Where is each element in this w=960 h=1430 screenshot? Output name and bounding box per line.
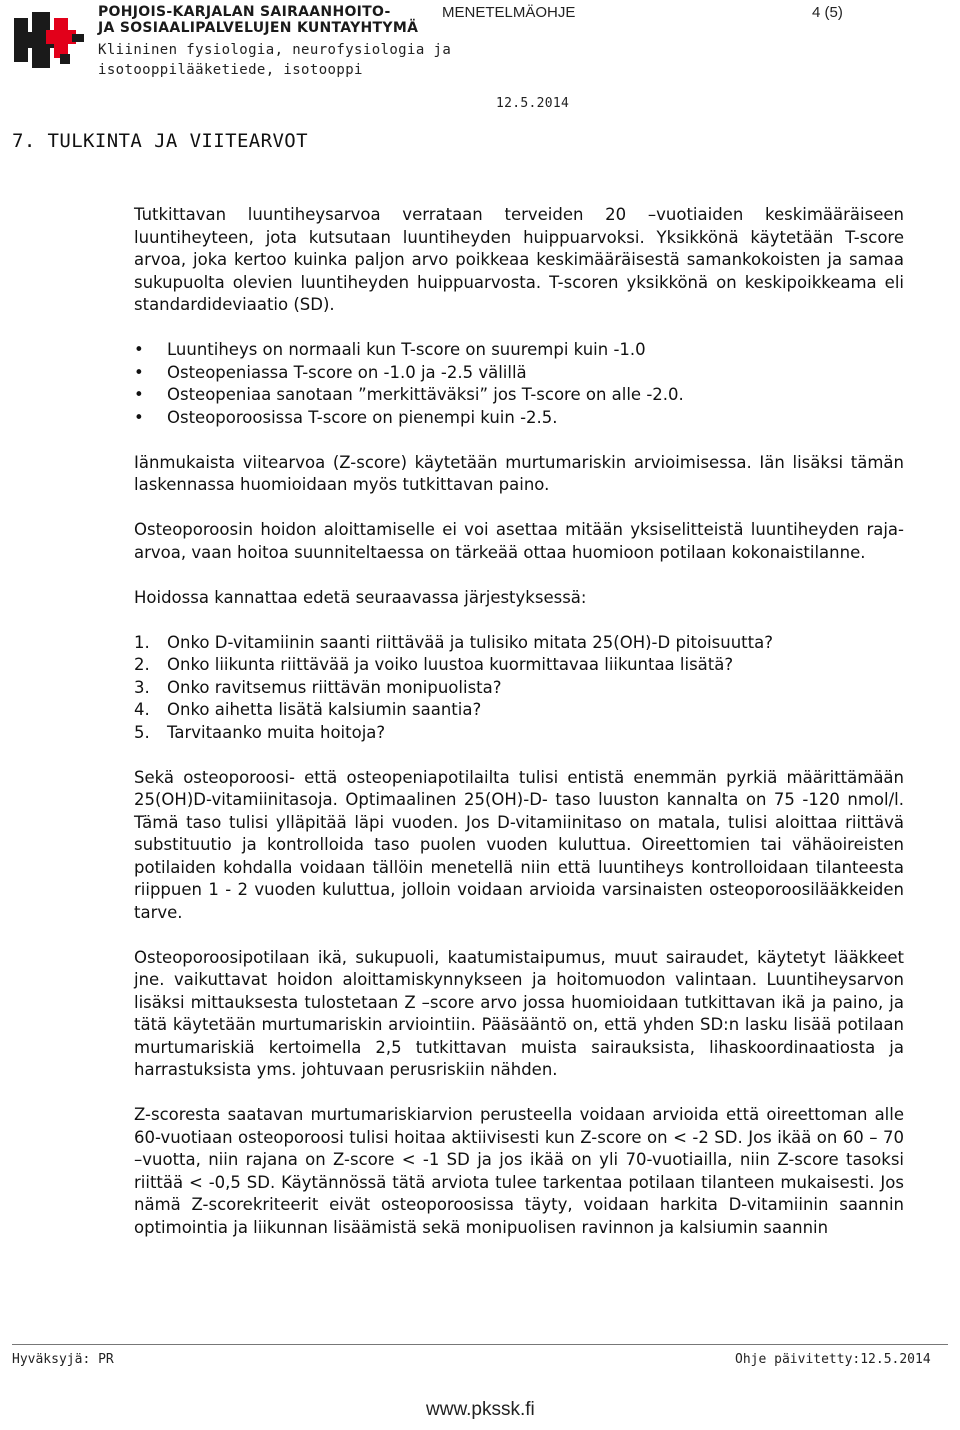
approved-by: Hyväksyjä: PR <box>12 1352 114 1367</box>
bullet-item: • Osteopeniassa T-score on -1.0 ja -2.5 välillä <box>134 362 904 385</box>
document-date: 12.5.2014 <box>496 96 570 111</box>
department-name <box>98 40 451 80</box>
step-number: 3. <box>134 677 150 697</box>
step-text: Onko aihetta lisätä kalsiumin saantia? <box>167 700 482 719</box>
organization-name-line1: POHJOIS-KARJALAN SAIRAANHOITO- <box>98 4 391 20</box>
step-number: 2. <box>134 655 150 674</box>
step-number: 1. <box>134 632 150 652</box>
step-item <box>134 722 904 745</box>
step-item <box>134 654 904 677</box>
step-number: 5. <box>134 722 150 742</box>
website-link[interactable]: www.pkssk.fi <box>426 1399 535 1420</box>
bullet-item: • Osteopeniaa sanotaan ”merkittäväksi” jos T-score on alle -2.0. <box>134 384 904 407</box>
bullet-item: • Osteoporoosissa T-score on pienempi kuin -2.5. <box>134 407 904 430</box>
section-heading: 7. TULKINTA JA VIITEARVOT <box>12 130 308 152</box>
department-line2: isotooppilääketiede, isotooppi <box>98 62 363 78</box>
step-text: Onko D-vitamiinin saanti riittävää ja tulisiko mitata 25(OH)-D pitoisuutta? <box>167 632 773 652</box>
risk-factors-paragraph: Osteoporoosipotilaan ikä, sukupuoli, kaatumistaipumus, muut sairaudet, käytetyt lääkkeet jne. vaikuttavat hoidon aloittamiskynnykseen ja hoitomuodon valintaan. Luuntiheysarvon lisäksi mittauksesta tulostetaan Z –score arvo jossa huomioidaan tutkittavan ikä ja paino, ja tätä käytetään murtumariskin arviointiin. Pääsääntö on, että yhden SD:n lasku lisää potilaan murtumariskiä kertoimella 2,5 tutkittavan muista sairauksista, lihaskoordinaatiosta ja harrastuksista yms. johtuvaan perusriskiin nähden. <box>134 947 904 1079</box>
vitamin-d-paragraph: Sekä osteoporoosi- että osteopeniapotilailta tulisi entistä enemmän pyrkiä määrittämään 25(OH)D-vitamiinitasoja. Optimaalinen 25(OH)-D- taso luuston kannalta on 75 -120 nmol/l. Tämä taso tulisi ylläpitää läpi vuoden. Jos D-vitamiinitaso on matala, tulisi aloittaa riittävä substituutio ja kontrolloida taso puolen vuoden kuluttua. Oireettomien tai vähäoireisten potilaiden kohdalla voidaan tällöin menetellä niin että luuntiheys kontrolloidaan tilanteesta riippuen 1 - 2 vuoden kuluttua, jolloin voidaan arvioida varsinaisten osteoporoosilääkkeiden tarve. <box>134 767 904 922</box>
updated-date: Ohje päivitetty:12.5.2014 <box>735 1352 931 1367</box>
zscore-paragraph: Iänmukaista viitearvoa (Z-score) käytetään murtumariskin arvioimisessa. Iän lisäksi tämän laskennassa huomioidaan myös tutkittavan paino. <box>134 452 904 494</box>
department-line1: Kliininen fysiologia, neurofysiologia ja <box>98 42 452 58</box>
step-text: Tarvitaanko muita hoitoja? <box>167 722 386 742</box>
organization-name-line2: JA SOSIAALIPALVELUJEN KUNTAYHTYMÄ <box>98 20 419 36</box>
document-type: MENETELMÄOHJE <box>442 4 576 21</box>
tscore-bullet-list <box>134 339 904 429</box>
footer-divider <box>12 1344 948 1345</box>
page-number: 4 (5) <box>812 4 843 21</box>
intro-paragraph: Tutkittavan luuntiheysarvoa verrataan terveiden 20 –vuotiaiden keskimääräiseen luuntiheyteen, jota kutsutaan luuntiheyden huippuarvoksi. Yksikkönä käytetään T-score arvoa, joka kertoo kuinka paljon arvo poikkeaa keskimääräisestä samankokoisten ja samaa sukupuolta olevien luuntiheyden huippuarvosta. T-scoren yksikkönä on keskipoikkeama eli standardideviaatio (SD). <box>134 205 904 314</box>
bullet-item: • Luuntiheys on normaali kun T-score on suurempi kuin -1.0 <box>134 339 904 362</box>
step-item <box>134 699 904 722</box>
step-number: 4. <box>134 700 150 719</box>
treatment-paragraph: Osteoporoosin hoidon aloittamiselle ei voi asettaa mitään yksiselitteistä luuntiheyden raja-arvoa, vaan hoitoa suunniteltaessa on tärkeää ottaa huomioon potilaan kokonaistilanne. <box>134 520 904 562</box>
order-intro: Hoidossa kannattaa edetä seuraavassa järjestyksessä: <box>134 587 587 607</box>
document-body <box>134 204 904 1262</box>
step-item <box>134 677 904 700</box>
step-text: Onko ravitsemus riittävän monipuolista? <box>167 677 502 697</box>
step-text: Onko liikunta riittävää ja voiko luustoa kuormittavaa liikuntaa lisätä? <box>167 655 734 674</box>
step-item <box>134 632 904 655</box>
organization-logo <box>10 8 92 70</box>
treatment-steps-list <box>134 632 904 745</box>
zscore-threshold-paragraph: Z-scoresta saatavan murtumariskiarvion perusteella voidaan arvioida että oireettoman alle 60-vuotiaan osteoporoosi tulisi hoitaa aktiivisesti kun Z-score on < -2 SD. Jos ikää on 60 – 70 –vuotta, niin rajana on Z-score < -1 SD ja jos ikää on yli 70-vuotiailla, niin Z-score tasoksi riittää < -0,5 SD. Käytännössä tätä arviota tulee tarkentaa potilaan tilanteen mukaisesti. Jos nämä Z-scorekriteerit eivät osteoporoosissa täyty, voidaan harkita D-vitamiinin saannin optimointia ja liikunnan lisäämistä sekä monipuolisen ravinnon ja kalsiumin saannin <box>134 1105 904 1237</box>
